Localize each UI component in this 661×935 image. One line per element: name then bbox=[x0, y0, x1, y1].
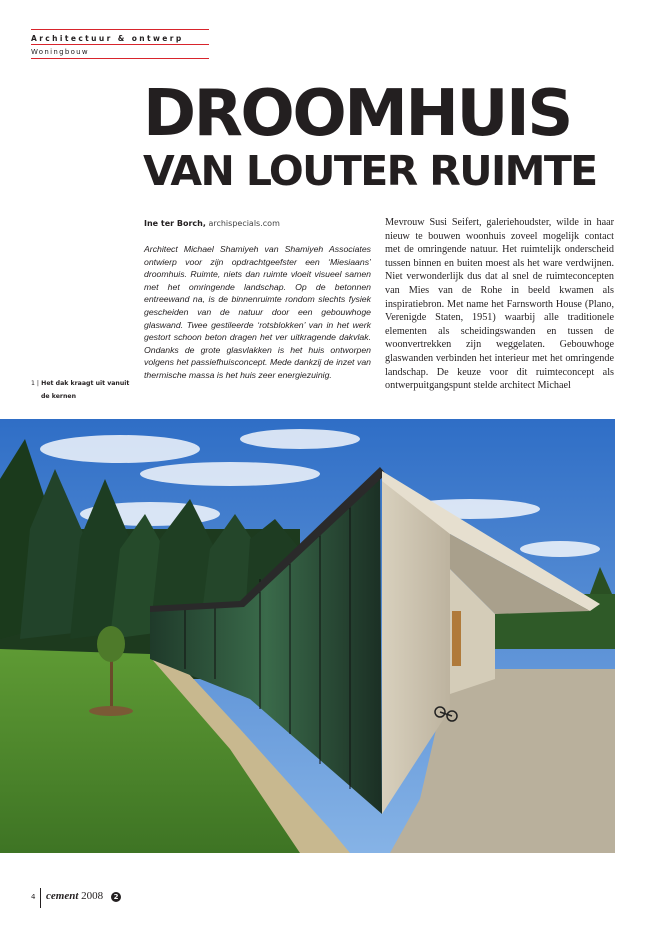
footer-divider bbox=[40, 888, 41, 908]
magazine-year: 2008 bbox=[81, 890, 104, 902]
byline bbox=[144, 218, 384, 229]
caption-line-2: de kernen bbox=[41, 392, 76, 400]
entrance-door bbox=[452, 611, 461, 666]
photo-caption bbox=[31, 378, 139, 403]
section-subcategory: Woningbouw bbox=[31, 48, 89, 56]
headline-line-2: VAN LOUTER RUIMTE bbox=[143, 147, 597, 195]
byline-source: archispecials.com bbox=[208, 219, 280, 228]
headline-line-1: DROOMHUIS bbox=[143, 77, 571, 151]
intro-paragraph: Architect Michael Shamiyeh van Shamiyeh Associates ontwierp voor zijn opdrachtgeefster een ‘Miesiaans’ droomhuis. Ruimte, niets dan ruimte vloeit visueel samen met het omringende landschap. Op de betonnen entreewand na, is de binnenruimte rondom slechts fysiek gescheiden van de natuur door een gebouwhoge glaswand. Twee gestileerde ‘rotsblokken’ van in het werk gestort schoon beton dragen het ver uitkragende dakvlak. Ondanks de grote glasvlakken is het huis ontworpen volgens het passiefhuisconcept. Mede dankzij de inzet van thermische massa is het huis zeer energiezuinig. bbox=[144, 244, 371, 380]
red-rule-bottom bbox=[31, 58, 209, 59]
house-photo bbox=[0, 419, 615, 853]
section-category: Architectuur & ontwerp bbox=[31, 34, 184, 43]
byline-author: Ine ter Borch, bbox=[144, 219, 206, 228]
magazine-name bbox=[46, 890, 103, 902]
caption-line-1: Het dak kraagt uit vanuit bbox=[41, 380, 130, 387]
page-number: 4 bbox=[31, 893, 36, 901]
house-photo-illustration bbox=[0, 419, 615, 853]
body-paragraph: Mevrouw Susi Seifert, galeriehoudster, wilde in haar nieuw te bouwen woonhuis zoveel mogelijk contact met de omringende natuur. Het ruimtelijk onderscheid tussen binnen en buiten moest als het ware verdwijnen. Niet verwonderlijk dus dat al snel de ruimteconcepten van Mies van de Rohe in beeld kwamen als inspiratiebron. Met name het Farnsworth House (Plano, Verenigde Staten, 1951) waarbij alle traditionele elementen als scheidingswanden en tussen de woonvertrekken zijn weggelaten. Gebouwhoge glaswanden verbinden het interieur met het omringende landschap. De keuze voor dit ruimteconcept als ontwerpuitgangspunt stelde architect Michael bbox=[385, 217, 614, 392]
magazine-brand: cement bbox=[46, 890, 79, 902]
article-headline bbox=[143, 78, 623, 194]
issue-number-badge-icon: 2 bbox=[111, 892, 121, 902]
caption-number: 1 | bbox=[31, 380, 39, 387]
section-header bbox=[31, 29, 209, 59]
